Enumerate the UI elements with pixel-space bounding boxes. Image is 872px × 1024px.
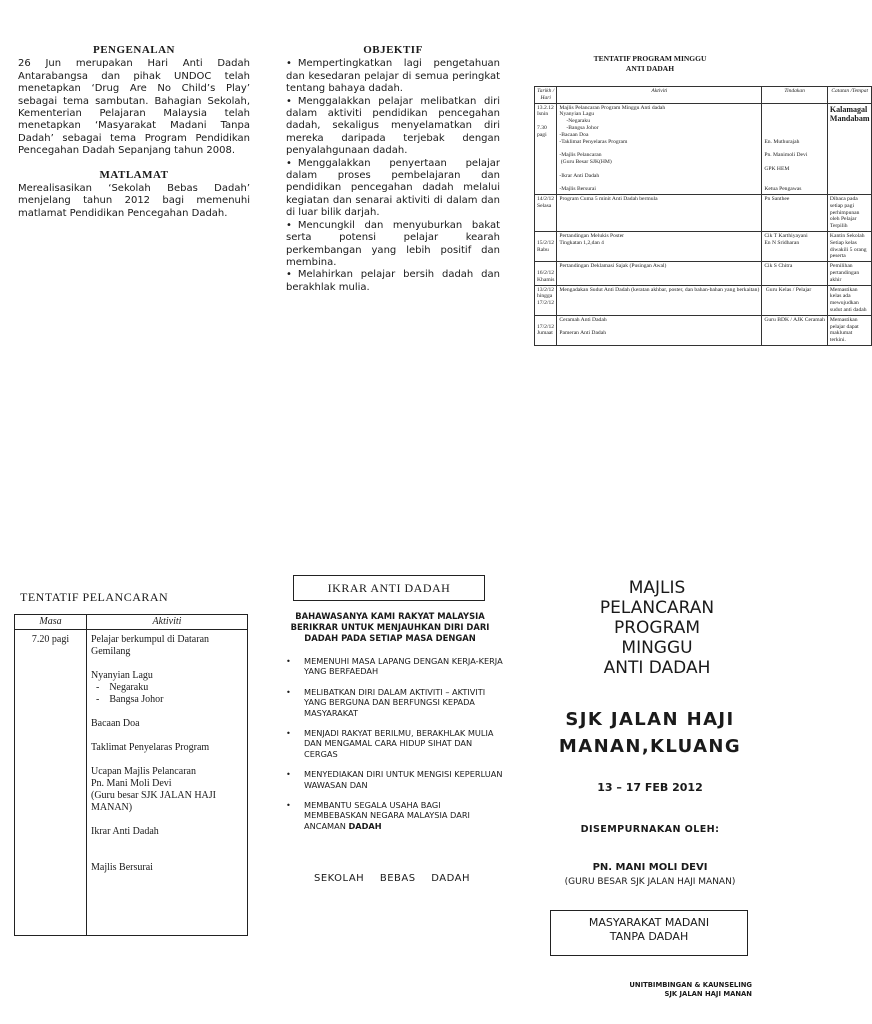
cover-title-line: MAJLIS [628,578,686,598]
matlamat-heading: MATLAMAT [99,168,169,181]
pelancaran-activity-line: Ikrar Anti Dadah [91,826,159,837]
ikrar-item: • MENYEDIAKAN DIRI UNTUK MENGISI KEPERLUAN WAWASAN DAN [286,769,506,790]
activity-cell-line: Majlis Pelancaran Program Minggu Anti dadah [559,104,666,111]
table-row [535,231,872,261]
pelancaran-activities [87,630,248,936]
date-cell [535,285,557,315]
pelancaran-activity-line [91,814,243,826]
pelancaran-activity-line: Ucapan Majlis Pelancaran [91,766,196,777]
objektif-item: • Mencungkil dan menyuburkan bakat serta potensi pelajar kearah perkembangan yang lebih positif dan membina. [286,220,500,270]
tentatif-pelancaran-table [14,614,248,936]
ikrar-list [286,656,506,841]
activity-cell-line: -Bacaan Doa [559,131,589,138]
activity-cell-line [559,166,759,173]
action-cell-line: Guru BDK / AJK Ceramah [764,316,825,323]
pelancaran-activity-line [91,706,243,718]
column-header-tarikh: Tarikh / Hari [535,87,557,104]
pelancaran-activity-line [91,838,243,850]
table-row [535,285,872,315]
school-name-line: MANAN,KLUANG [558,736,742,757]
action-cell [762,231,828,261]
action-cell [762,285,828,315]
objektif-section [286,44,500,294]
date-cell-line: Jumaat [537,330,553,337]
pengenalan-heading: PENGENALAN [92,44,175,56]
date-cell-line [537,317,554,324]
tentatif-minggu-title [560,54,740,74]
objektif-list [286,58,500,294]
unit-line: UNITBIMBINGAN & KAUNSELING [629,981,752,989]
date-cell-line: 16/2/12 [537,269,555,276]
date-cell [535,194,557,231]
action-cell-line: En. Muthurajah [764,138,800,145]
objektif-heading: OBJEKTIF [363,44,423,56]
date-cell-line: 13/2/12 [537,286,555,293]
date-cell [535,231,557,261]
action-cell-line: Cik S Chitra [764,263,793,270]
pengenalan-text: 26 Jun merupakan Hari Anti Dadah Antarabangsa dan pihak UNDOC telah menetapkan ‘Drug Are No Child’s Play’ sebagai tema sambutan. Bahagian Sekolah, Kementerian Pelajaran Malaysia telah menetapkan ‘Masyarakat Madani Tanpa Dadah’ sebagai tema Program Pendidikan Pencegahan Dadah Sepanjang tahun 2008. [18,58,250,157]
activity-cell-line: Pameran Anti Dadah [559,330,607,337]
note-cell: Memastikan pelajar dapat maklumat terkini. [827,315,872,345]
activity-cell-line: -Taklimat Penyelaras Program [559,138,628,145]
date-cell [535,315,557,345]
cover-title-line: ANTI DADAH [603,658,711,678]
cover-title [552,578,762,678]
action-cell-line: Pn Santhee [764,195,790,202]
column-header-aktiviti: Aktiviti [87,615,248,630]
pelancaran-activity-line [91,754,243,766]
action-cell-line: Ketua Pengawas [764,186,802,193]
table-header-row [15,615,248,630]
activity-cell-line: Mengadakan Sudut Anti Dadah (keratan akhbar, poster, dan bahan-bahan yang berkaitan) [559,286,760,293]
ikrar-item: • MELIBATKAN DIRI DALAM AKTIVITI – AKTIVITI YANG BERGUNA DAN BERFUNGSI KEPADA MASYARAKAT [286,687,506,718]
column-header-tindakan: Tindakan [762,87,828,104]
action-cell [762,194,828,231]
ikrar-item-text: MEMBANTU SEGALA USAHA BAGI MEMBEBASKAN NEGARA MALAYSIA DARI ANCAMAN [304,800,470,831]
pelancaran-activity-line: - Bangsa Johor [91,694,164,705]
column-header-masa: Masa [15,615,87,630]
sekolah-bebas-dadah: SEKOLAH BEBAS DADAH [313,873,471,884]
activity-cell-line: Ceramah Anti Dadah [559,316,607,323]
action-cell-line [764,145,825,152]
pelancaran-time: 7.20 pagi [15,630,87,936]
action-cell [762,315,828,345]
activity-cell [557,262,762,285]
pelancaran-activity-line: Nyanyian Lagu [91,670,153,681]
ikrar-item [286,800,506,831]
tentatif-minggu-table [534,86,872,346]
activity-cell-line: (Guru Besar SJK(HM) [559,158,612,165]
unit-line: SJK JALAN HAJI MANAN [664,990,752,998]
date-cell [535,262,557,285]
activity-cell-line: Nyanyian Lagu [559,111,595,118]
activity-cell-line: -Ikrar Anti Dadah [559,172,600,179]
action-cell-line [764,173,825,180]
school-name-line: SJK JALAN HAJI [565,709,735,730]
date-cell-line: 14/2/12 [537,195,555,202]
activity-cell-line: -Majlis Pelancaran [559,152,602,159]
action-cell-line: GPK HEM [764,165,790,172]
date-cell-line: hingga [537,293,553,300]
note-cell: Memastikan kelas ada mewujudkan sudut anti dadah [827,285,872,315]
cover-title-line: MINGGU [621,638,693,658]
officiant-name: PN. MANI MOLI DEVI [592,862,708,873]
date-cell-line [537,118,554,125]
ikrar-item: • MEMENUHI MASA LAPANG DENGAN KERJA-KERJA YANG BERFAEDAH [286,656,506,677]
objektif-item: • Menggalakkan penyertaan pelajar dalam proses pembelajaran dan pendidikan pencegahan dadah melalui kegiatan dan senarai aktiviti di dalam dan di luar bilik darjah. [286,158,500,220]
activity-cell [557,103,762,194]
date-cell-line: pagi [537,131,547,138]
note-cell: Kalamagal Mandabam [827,103,872,194]
cover-title-line: PELANCARAN [599,598,715,618]
activity-cell-line: -Bangsa Johor [559,124,599,131]
tentatif-minggu-title-line: ANTI DADAH [625,64,675,73]
action-cell-line [764,105,825,112]
pelancaran-activity-line: Majlis Bersurai [91,862,153,873]
column-header-catatan: Catatan /Tempat [827,87,872,104]
date-cell-line: Khamis [537,276,555,283]
activity-cell-line: Pertandingan Melukis Poster [559,232,625,239]
date-cell-line: 13.2.12 [537,104,554,111]
pelancaran-activity-line: Pelajar berkumpul di Dataran Gemilang [91,634,212,657]
date-cell-line [537,233,554,240]
table-row [535,103,872,194]
date-cell-line: 15/2/12 [537,239,555,246]
date-cell-line [537,263,554,270]
activity-cell [557,315,762,345]
ikrar-item: • MENJADI RAKYAT BERILMU, BERAKHLAK MULIA DAN MENGAMAL CARA HIDUP SIHAT DAN CERGAS [286,728,506,759]
table-header-row [535,87,872,104]
pelancaran-activity-line: Taklimat Penyelaras Program [91,742,210,753]
action-cell [762,262,828,285]
activity-cell-line: Program Cuma 5 minit Anti Dadah bermula [559,195,658,202]
note-cell: Pemilihan pertandingan akhir [827,262,872,285]
pelancaran-activity-line [91,850,243,862]
activity-cell-line: -Negaraku [559,118,591,125]
objektif-item: • Mempertingkatkan lagi pengetahuan dan kesedaran pelajar di semua peringkat tentang bahaya dadah. [286,58,500,95]
event-date: 13 – 17 FEB 2012 [597,781,703,794]
activity-cell [557,231,762,261]
unit-credit [580,981,752,999]
action-cell-line [764,111,825,118]
pelancaran-activity-line [91,730,243,742]
table-row [535,262,872,285]
motto-box [550,910,748,956]
action-cell-line: Guru Kelas / Pelajar [764,286,812,293]
date-cell [535,103,557,194]
activity-cell [557,285,762,315]
pelancaran-activity-line: Bacaan Doa [91,718,140,729]
officiant-role: (GURU BESAR SJK JALAN HAJI MANAN) [564,877,736,887]
motto-line: MASYARAKAT MADANI [588,916,710,929]
activity-cell [557,194,762,231]
date-cell-line: 17/2/12 [537,300,555,307]
tentatif-minggu-title-line: TENTATIF PROGRAM MINGGU [593,54,707,63]
date-cell-line: 17/2/12 [537,323,555,330]
column-header-aktiviti: Aktiviti [557,87,762,104]
school-name [538,706,762,760]
activity-cell-line: -Majlis Bersurai [559,186,596,193]
pelancaran-activity-line [91,658,243,670]
matlamat-text: Merealisasikan ‘Sekolah Bebas Dadah’ menjelang tahun 2012 bagi memenuhi matlamat Pendidikan Pencegahan Dadah. [18,183,250,219]
date-cell-line: Isnin [537,111,549,118]
action-cell-line: En N Sridharan [764,239,800,246]
pelancaran-activity-line: - Negaraku [91,682,149,693]
tentatif-minggu-body [535,103,872,345]
action-cell-line: Cik T Karthiyayani [764,232,808,239]
activity-cell-line: Tingkatan 1,2,dan 4 [559,239,604,246]
pelancaran-activity-line: Pn. Mani Moli Devi [91,778,172,789]
action-cell-line [764,125,825,132]
objektif-item: • Melahirkan pelajar bersih dadah dan berakhlak mulia. [286,269,500,294]
ikrar-title: IKRAR ANTI DADAH [293,575,485,601]
date-cell-line: 7.30 [537,124,547,131]
objektif-item: • Menggalakkan pelajar melibatkan diri dalam aktiviti pendidikan pencegahan dadah, sekaligus menyelamatkan diri mereka daripada terjebak dengan penyalahgunaan dadah. [286,96,500,158]
date-cell-line: Rabu [537,246,549,253]
cover-title-line: PROGRAM [613,618,701,638]
action-cell-line [764,132,825,139]
action-cell-line [764,179,825,186]
date-cell-line: Selasa [537,202,552,209]
motto-line: TANPA DADAH [609,930,689,943]
note-cell: Kantin Sekolah Setiap kelas diwakili 5 orang peserta [827,231,872,261]
action-cell-line: Pn. Manimoli Devi [764,152,808,159]
pengenalan-section [18,44,250,220]
table-row [15,630,248,936]
activity-cell-line: Pertandingan Deklamasi Sajak (Pusingan Awal) [559,263,667,270]
action-cell-line [764,118,825,125]
table-row [535,194,872,231]
activity-cell-line [559,179,759,186]
action-cell [762,103,828,194]
table-row [535,315,872,345]
ikrar-item-bold: DADAH [348,820,382,831]
action-cell-line [764,159,825,166]
note-cell: Dibaca pada setiap pagi perhimpunan oleh Pelajar Terpilih [827,194,872,231]
pelancaran-activity-line: (Guru besar SJK JALAN HAJI MANAN) [91,790,219,813]
activity-cell-line [559,324,759,331]
tentatif-pelancaran-title: TENTATIF PELANCARAN [20,590,169,604]
officiated-by-label: DISEMPURNAKAN OLEH: [580,824,720,835]
activity-cell-line [559,145,759,152]
ikrar-intro: BAHAWASANYA KAMI RAKYAT MALAYSIA BERIKRAR UNTUK MENJAUHKAN DIRI DARI DADAH PADA SETIAP MASA DENGAN [290,611,490,643]
